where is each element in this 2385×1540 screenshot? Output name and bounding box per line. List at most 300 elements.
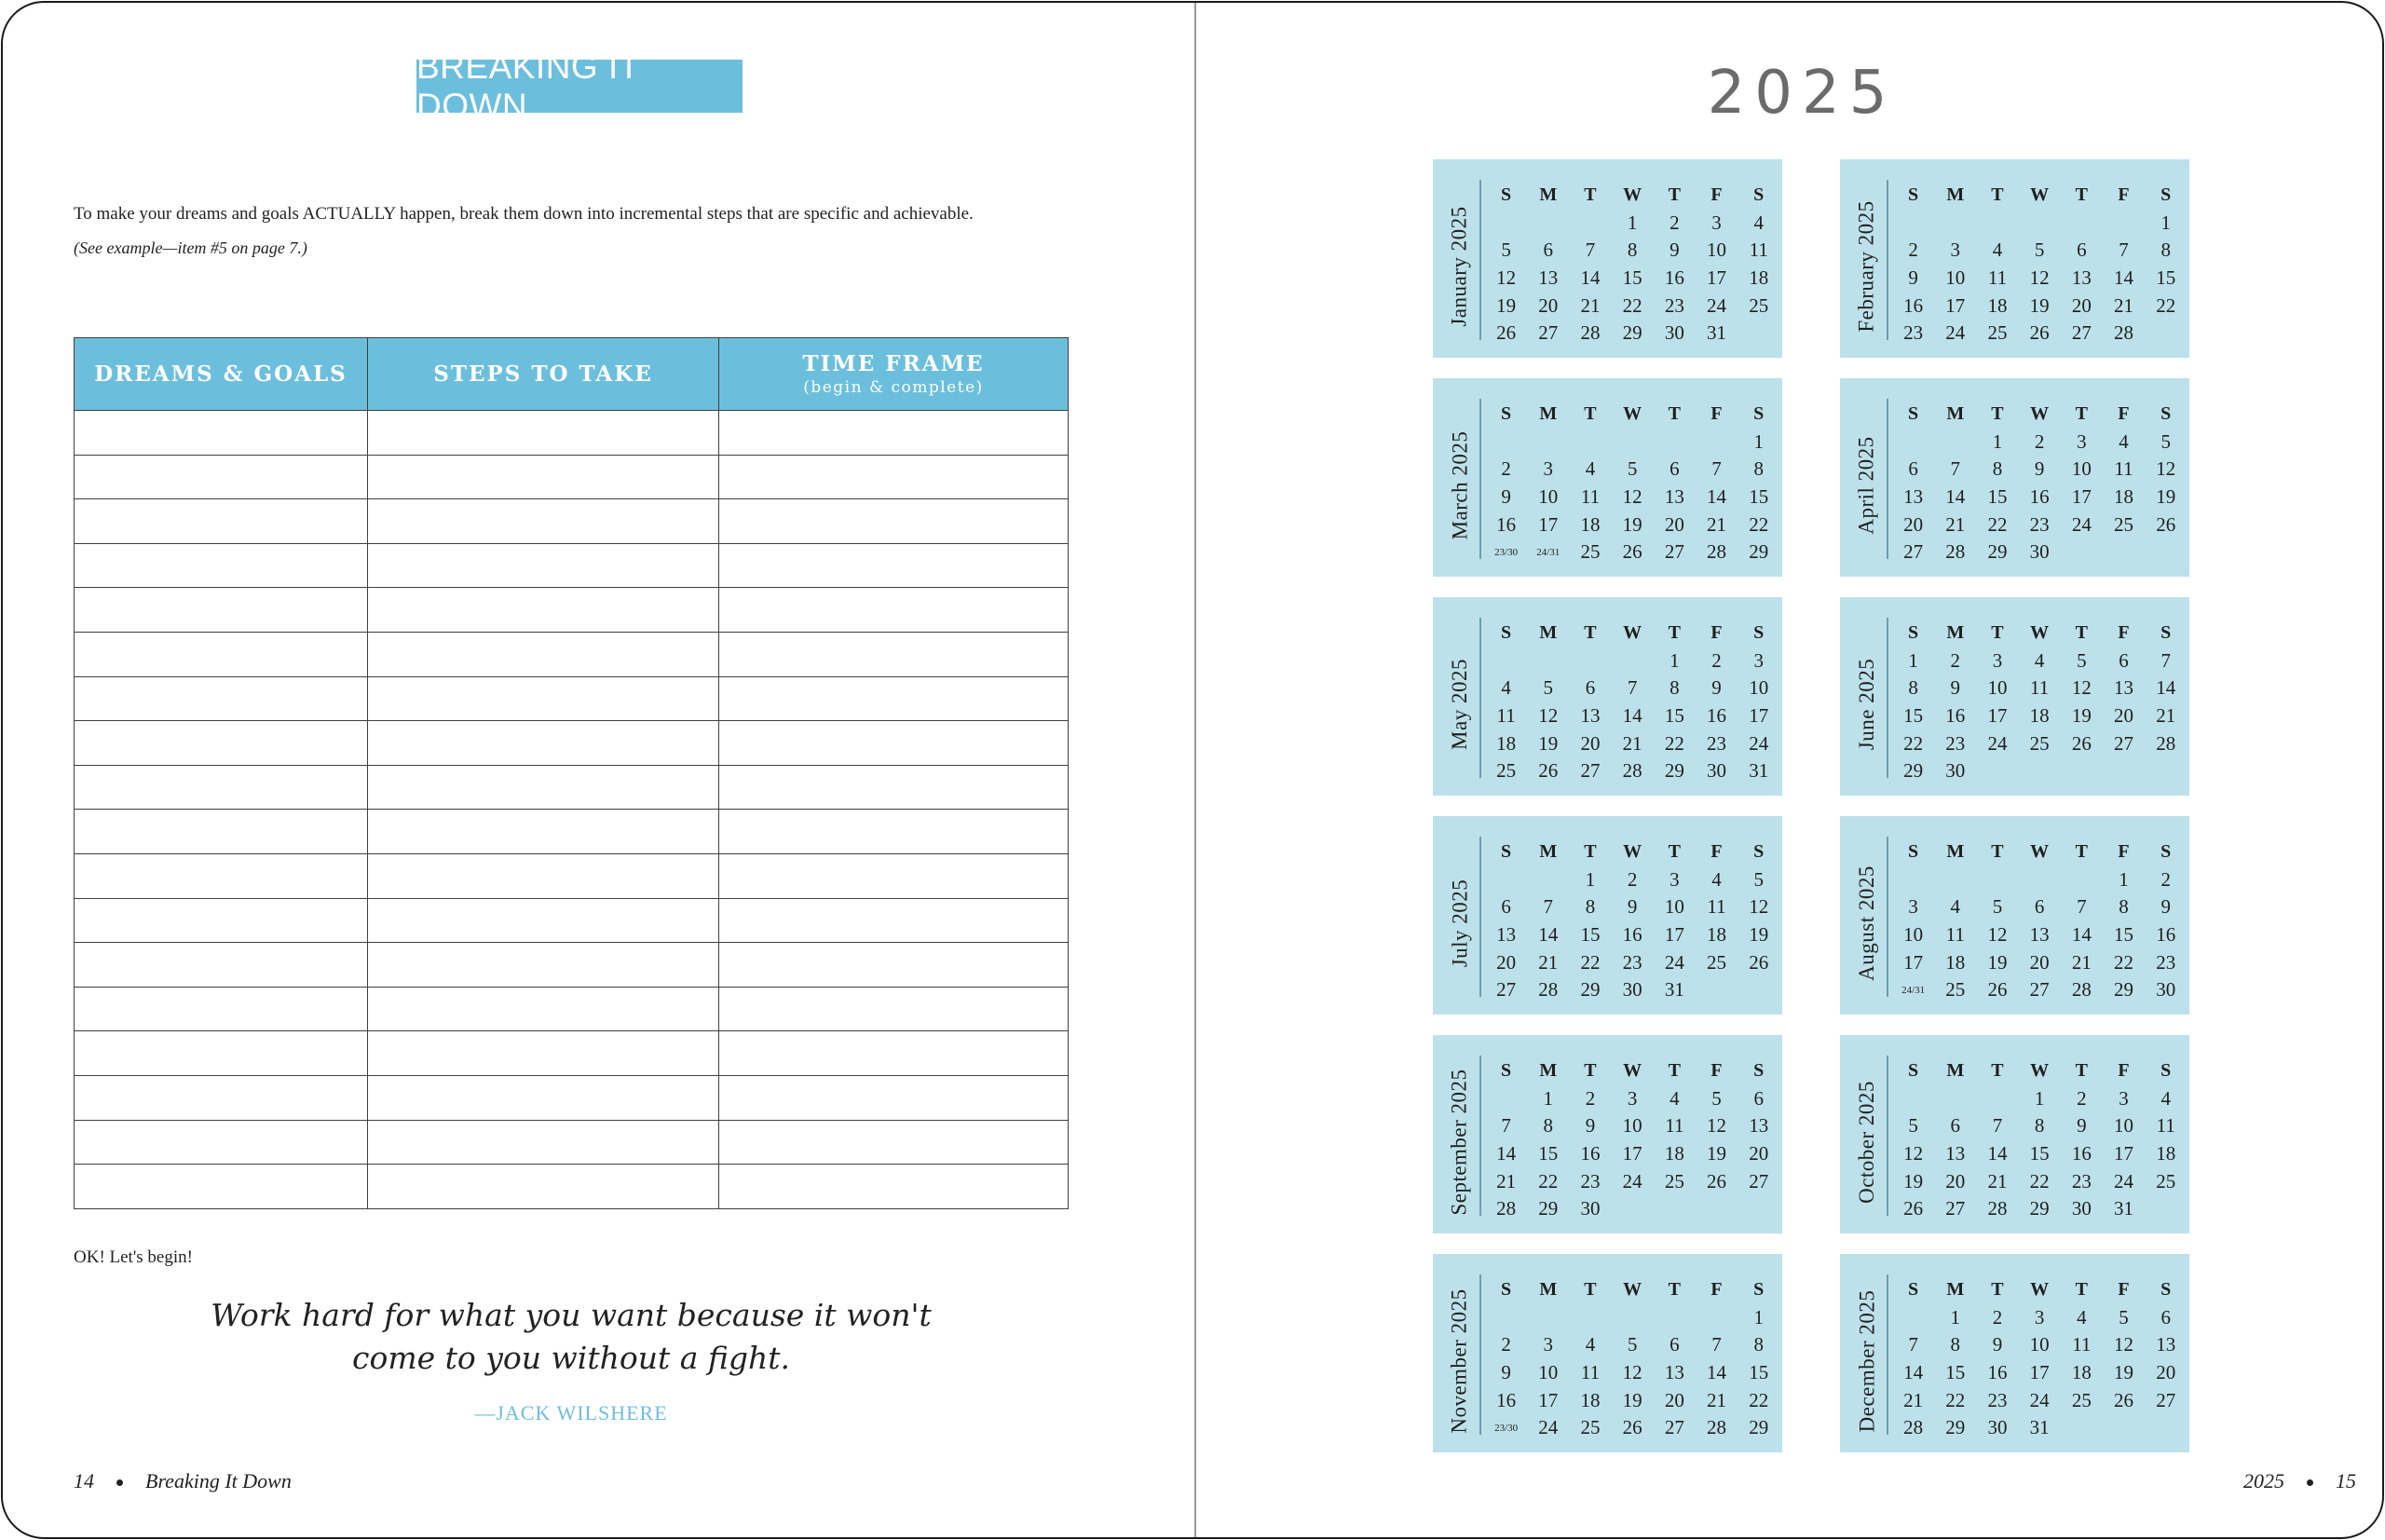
month-name: February 2025 — [1855, 199, 1878, 333]
day-cell: 14 — [2156, 676, 2176, 700]
table-cell[interactable] — [75, 1031, 368, 1076]
weekday-header: M — [1946, 1060, 1965, 1082]
weekday-header: S — [1908, 622, 1919, 644]
day-cell: 7 — [1992, 1114, 2003, 1138]
day-cell: 23 — [1664, 293, 1684, 317]
table-cell[interactable] — [368, 632, 719, 676]
day-cell: 6 — [1950, 1114, 1961, 1138]
day-cell: 18 — [1580, 512, 1601, 536]
table-cell[interactable] — [719, 543, 1069, 588]
table-cell[interactable] — [368, 499, 719, 544]
month-name: May 2025 — [1448, 658, 1472, 750]
day-cell: 10 — [1987, 676, 2008, 700]
weekday-header: S — [1501, 1279, 1512, 1301]
table-cell[interactable] — [719, 943, 1069, 988]
table-cell[interactable] — [368, 588, 719, 633]
day-cell: 19 — [1622, 512, 1642, 536]
intro-note: (See example—item #5 on page 7.) — [74, 238, 307, 257]
day-cell: 14 — [2071, 923, 2092, 947]
day-cell: 19 — [1987, 950, 2008, 974]
day-cell: 9 — [2034, 457, 2045, 481]
day-cell: 5 — [1501, 238, 1511, 262]
table-cell[interactable] — [75, 898, 368, 943]
day-cell: 20 — [2156, 1361, 2176, 1384]
day-cell: 17 — [1749, 704, 1769, 728]
month-label — [1846, 837, 1888, 1009]
day-cell: 2 — [1670, 211, 1680, 234]
month-calendar — [1840, 159, 2189, 358]
day-cell: 22 — [1664, 731, 1684, 755]
day-cell: 12 — [1707, 1114, 1727, 1138]
day-cell: 27 — [2114, 731, 2134, 755]
table-cell[interactable] — [75, 765, 368, 810]
month-calendar — [1433, 159, 1782, 358]
day-cell: 6 — [2034, 895, 2045, 919]
weekday-header: S — [1501, 403, 1512, 425]
day-cell — [2103, 538, 2145, 566]
day-cell: 10 — [2071, 457, 2092, 481]
table-cell[interactable] — [719, 853, 1069, 898]
day-cell: 24 — [2029, 1388, 2050, 1411]
day-cell: 11 — [1987, 266, 2008, 290]
weekday-header: W — [2030, 184, 2050, 206]
table-row — [75, 810, 1069, 854]
table-cell[interactable] — [75, 411, 368, 456]
table-cell[interactable] — [368, 721, 719, 766]
table-cell[interactable] — [719, 721, 1069, 766]
right-page — [1196, 3, 2382, 1537]
table-cell[interactable] — [75, 455, 368, 499]
day-cell — [2061, 1414, 2103, 1442]
day-cell: 5 — [2160, 429, 2171, 453]
day-cell — [1696, 429, 1738, 457]
day-cell — [1696, 1195, 1738, 1223]
day-cell: 18 — [1664, 1142, 1684, 1165]
table-cell[interactable] — [75, 987, 368, 1031]
day-cell: 20 — [1580, 731, 1601, 755]
table-cell[interactable] — [368, 898, 719, 943]
left-page — [3, 3, 1194, 1537]
book-spread — [1, 1, 2384, 1539]
year-title: 2025 — [1707, 59, 1897, 128]
month-label — [1846, 1056, 1888, 1228]
table-cell[interactable] — [75, 943, 368, 988]
table-row — [75, 1075, 1069, 1120]
day-cell: 2 — [1501, 457, 1511, 481]
weekday-header: W — [2030, 841, 2050, 863]
table-cell[interactable] — [75, 1165, 368, 1209]
month-calendar — [1840, 378, 2189, 577]
day-cell: 22 — [2029, 1169, 2050, 1192]
day-cell: 25 — [1987, 321, 2008, 345]
table-cell[interactable] — [368, 543, 719, 588]
table-cell[interactable] — [368, 1120, 719, 1165]
day-cell: 6 — [1753, 1086, 1764, 1110]
weekday-header: T — [2075, 403, 2089, 425]
weekday-header: S — [1908, 1279, 1919, 1301]
day-cell: 24 — [1987, 731, 2008, 755]
day-cell: 15 — [1987, 485, 2008, 509]
table-cell[interactable] — [75, 810, 368, 854]
right-footer — [2243, 1469, 2356, 1493]
day-cell: 24 — [2071, 512, 2092, 536]
day-cell: 27 — [1664, 1416, 1684, 1439]
day-cell: 5 — [1711, 1086, 1722, 1110]
day-cell: 8 — [1543, 1114, 1554, 1138]
table-cell[interactable] — [368, 765, 719, 810]
month-rule — [1887, 1056, 1888, 1216]
day-cell — [2145, 757, 2187, 785]
table-cell[interactable] — [75, 588, 368, 633]
day-cell: 3 — [1543, 457, 1554, 481]
left-footer — [74, 1469, 292, 1493]
table-row — [75, 943, 1069, 988]
day-cell: 21 — [1945, 512, 1966, 536]
day-cell: 17 — [1538, 512, 1559, 536]
weekday-header: T — [1668, 1060, 1682, 1082]
day-cell: 31 — [2114, 1197, 2134, 1220]
table-cell[interactable] — [719, 810, 1069, 854]
day-cell: 15 — [1749, 485, 1769, 509]
day-cell: 25 — [2029, 731, 2050, 755]
weekday-header: T — [1584, 622, 1597, 644]
day-cell: 22 — [2156, 293, 2176, 317]
table-cell[interactable] — [368, 1075, 719, 1120]
day-cell: 11 — [2072, 1333, 2092, 1356]
day-cell: 17 — [2071, 485, 2092, 509]
day-cell: 15 — [2029, 1142, 2050, 1165]
day-cell: 10 — [1538, 485, 1559, 509]
day-cell: 30 — [1580, 1197, 1601, 1220]
day-cell — [1892, 429, 1934, 457]
weekday-header: M — [1946, 403, 1965, 425]
day-cell: 4 — [1501, 676, 1511, 700]
table-cell[interactable] — [719, 987, 1069, 1031]
day-cell — [1696, 1304, 1738, 1332]
day-cell: 15 — [1538, 1142, 1559, 1165]
day-cell — [2145, 538, 2187, 566]
day-cell: 17 — [1707, 266, 1727, 290]
month-label — [1846, 180, 1888, 352]
weekday-header: S — [1501, 622, 1512, 644]
weekday-header: S — [1753, 184, 1765, 206]
day-cell: 16 — [1664, 266, 1684, 290]
day-cell: 24/31 — [1536, 546, 1560, 558]
day-cell: 29 — [1903, 759, 1924, 783]
day-cell: 30 — [2071, 1197, 2092, 1220]
day-cell: 12 — [1538, 704, 1559, 728]
day-cell — [1738, 976, 1779, 1004]
weekday-header: S — [2160, 841, 2172, 863]
day-cell: 6 — [1908, 457, 1918, 481]
weekday-header: W — [2030, 1060, 2050, 1082]
day-cell: 7 — [2119, 238, 2129, 262]
day-cell: 11 — [1665, 1114, 1684, 1138]
weekday-header: T — [1991, 1060, 2004, 1082]
day-cell: 9 — [1585, 1114, 1596, 1138]
day-cell: 28 — [1538, 978, 1559, 1002]
table-cell[interactable] — [719, 1165, 1069, 1209]
day-cell — [1654, 1195, 1696, 1223]
day-cell: 22 — [1903, 731, 1924, 755]
day-cell: 10 — [1664, 895, 1684, 919]
day-cell: 30 — [2029, 540, 2050, 564]
table-cell[interactable] — [368, 411, 719, 456]
day-cell: 29 — [1749, 1416, 1769, 1439]
table-row — [75, 455, 1069, 499]
weekday-header: S — [1908, 1060, 1919, 1082]
day-cell: 1 — [1627, 211, 1638, 234]
day-cell: 10 — [1707, 238, 1727, 262]
table-cell[interactable] — [719, 1031, 1069, 1076]
month-grid — [1892, 182, 2187, 348]
month-label — [1438, 618, 1481, 790]
day-cell: 31 — [1749, 759, 1769, 783]
goals-table-header-row — [75, 338, 1069, 411]
table-cell[interactable] — [368, 1165, 719, 1209]
table-cell[interactable] — [368, 810, 719, 854]
day-cell: 1 — [2119, 867, 2129, 891]
table-cell[interactable] — [368, 853, 719, 898]
day-cell: 4 — [1711, 867, 1722, 891]
table-cell[interactable] — [719, 499, 1069, 544]
weekday-header: W — [2030, 622, 2050, 644]
day-cell: 15 — [2114, 923, 2134, 947]
header-time-frame-sub: (begin & complete) — [803, 378, 984, 397]
day-cell: 20 — [1903, 512, 1924, 536]
weekday-header: S — [2160, 622, 2172, 644]
day-cell: 9 — [1501, 1361, 1511, 1384]
day-cell: 7 — [2077, 895, 2087, 919]
day-cell: 30 — [2156, 978, 2176, 1002]
weekday-header: T — [1668, 403, 1682, 425]
month-calendar — [1433, 597, 1782, 796]
day-cell: 15 — [1622, 266, 1642, 290]
table-cell[interactable] — [75, 543, 368, 588]
weekday-header: F — [1710, 622, 1723, 644]
day-cell: 13 — [2029, 923, 2050, 947]
day-cell: 2 — [1908, 238, 1918, 262]
day-cell: 27 — [1903, 540, 1924, 564]
weekday-header: T — [1668, 841, 1682, 863]
day-cell: 5 — [1992, 895, 2003, 919]
weekday-header: T — [1991, 622, 2004, 644]
day-cell: 14 — [1987, 1142, 2008, 1165]
weekday-header: S — [1908, 841, 1919, 863]
day-cell: 13 — [1903, 485, 1924, 509]
day-cell: 8 — [2160, 238, 2171, 262]
day-cell: 7 — [1711, 457, 1722, 481]
day-cell: 25 — [2156, 1169, 2176, 1192]
day-cell: 9 — [1501, 485, 1511, 509]
day-cell: 4 — [1753, 211, 1764, 234]
table-cell[interactable] — [75, 632, 368, 676]
day-cell: 1 — [1753, 1305, 1764, 1329]
table-cell[interactable] — [719, 1075, 1069, 1120]
day-cell: 4 — [2077, 1305, 2087, 1329]
table-cell[interactable] — [75, 1075, 368, 1120]
weekday-header: T — [1991, 184, 2004, 206]
day-cell — [1485, 647, 1527, 675]
day-cell: 3 — [1627, 1086, 1638, 1110]
day-cell: 22 — [1749, 1388, 1769, 1411]
table-cell[interactable] — [75, 721, 368, 766]
month-label — [1438, 1274, 1481, 1447]
table-cell[interactable] — [75, 1120, 368, 1165]
month-calendar — [1433, 378, 1782, 577]
month-label — [1438, 1056, 1481, 1228]
weekday-header: M — [1539, 403, 1558, 425]
day-cell: 4 — [1992, 238, 2003, 262]
table-cell[interactable] — [368, 1031, 719, 1076]
day-cell: 6 — [1670, 1333, 1680, 1356]
weekday-header: S — [2160, 403, 2172, 425]
table-cell[interactable] — [719, 411, 1069, 456]
day-cell: 23 — [1622, 950, 1642, 974]
day-cell: 12 — [2114, 1333, 2134, 1356]
day-cell: 12 — [2156, 457, 2176, 481]
day-cell: 5 — [1908, 1114, 1918, 1138]
weekday-header: S — [1908, 403, 1919, 425]
day-cell: 26 — [1749, 950, 1769, 974]
weekday-header: S — [1753, 403, 1765, 425]
table-cell[interactable] — [75, 676, 368, 721]
table-cell[interactable] — [719, 455, 1069, 499]
day-cell: 20 — [2114, 704, 2134, 728]
day-cell: 5 — [1627, 1333, 1638, 1356]
weekday-header: F — [1710, 1279, 1723, 1301]
weekday-header: F — [2118, 403, 2130, 425]
table-row — [75, 1031, 1069, 1076]
table-cell[interactable] — [719, 588, 1069, 633]
table-cell[interactable] — [75, 853, 368, 898]
day-cell: 12 — [1903, 1142, 1924, 1165]
begin-text: OK! Let's begin! — [74, 1247, 193, 1267]
day-cell: 1 — [1908, 648, 1918, 672]
day-cell: 27 — [1945, 1197, 1966, 1220]
table-row — [75, 721, 1069, 766]
day-cell: 18 — [2156, 1142, 2176, 1165]
day-cell: 27 — [2029, 978, 2050, 1002]
day-cell: 24 — [1707, 293, 1727, 317]
day-cell: 21 — [2114, 293, 2134, 317]
weekday-header: W — [1623, 1279, 1642, 1301]
intro-text: To make your dreams and goals ACTUALLY happen, break them down into incremental steps that are specific and achievable. — [74, 204, 974, 224]
goals-table-body — [75, 411, 1069, 1209]
right-page-number: 15 — [2336, 1469, 2356, 1492]
day-cell: 9 — [1670, 238, 1680, 262]
day-cell: 15 — [1903, 704, 1924, 728]
day-cell: 13 — [1945, 1142, 1966, 1165]
day-cell: 9 — [1711, 676, 1722, 700]
day-cell: 12 — [1749, 895, 1769, 919]
day-cell: 14 — [1580, 266, 1601, 290]
day-cell — [2145, 1414, 2187, 1442]
day-cell: 19 — [1538, 731, 1559, 755]
table-cell[interactable] — [368, 676, 719, 721]
day-cell: 19 — [2156, 485, 2176, 509]
day-cell — [2061, 210, 2103, 238]
day-cell: 1 — [1992, 429, 2003, 453]
day-cell: 27 — [1538, 321, 1559, 345]
day-cell: 25 — [2071, 1388, 2092, 1411]
day-cell: 17 — [1664, 923, 1684, 947]
table-cell[interactable] — [719, 632, 1069, 676]
day-cell: 8 — [1585, 895, 1596, 919]
day-cell: 22 — [1945, 1388, 1966, 1411]
weekday-header: T — [1668, 184, 1682, 206]
day-cell: 12 — [1496, 266, 1517, 290]
table-cell[interactable] — [719, 898, 1069, 943]
day-cell — [2103, 757, 2145, 785]
weekday-header: F — [1710, 841, 1723, 863]
table-row — [75, 411, 1069, 456]
table-row — [75, 1120, 1069, 1165]
month-rule — [1479, 180, 1481, 340]
weekday-header: T — [2075, 184, 2089, 206]
day-cell: 11 — [1707, 895, 1726, 919]
day-cell: 2 — [1950, 648, 1961, 672]
day-cell: 11 — [2114, 457, 2133, 481]
day-cell: 25 — [1945, 978, 1966, 1002]
day-cell — [2061, 538, 2103, 566]
day-cell: 23/30 — [1494, 1422, 1519, 1434]
table-cell[interactable] — [368, 455, 719, 499]
day-cell: 7 — [2160, 648, 2171, 672]
month-grid — [1892, 838, 2187, 1004]
day-cell — [2145, 320, 2187, 348]
day-cell: 25 — [1580, 1416, 1601, 1439]
day-cell: 13 — [2071, 266, 2092, 290]
day-cell: 1 — [1753, 429, 1764, 453]
day-cell: 26 — [1622, 1416, 1642, 1439]
month-grid — [1892, 620, 2187, 785]
day-cell: 23 — [2029, 512, 2050, 536]
day-cell — [1738, 320, 1779, 348]
day-cell: 7 — [1543, 895, 1554, 919]
day-cell: 28 — [1987, 1197, 2008, 1220]
table-row — [75, 676, 1069, 721]
day-cell — [2061, 866, 2103, 894]
table-cell[interactable] — [75, 499, 368, 544]
day-cell: 2 — [2034, 429, 2045, 453]
day-cell — [2145, 1195, 2187, 1223]
day-cell: 26 — [2029, 321, 2050, 345]
day-cell: 25 — [1749, 293, 1769, 317]
day-cell — [1485, 1304, 1527, 1332]
day-cell: 8 — [1753, 457, 1764, 481]
table-cell[interactable] — [368, 987, 719, 1031]
weekday-header: T — [1584, 1060, 1597, 1082]
table-cell[interactable] — [719, 765, 1069, 810]
weekday-header: F — [2118, 184, 2130, 206]
table-cell[interactable] — [719, 676, 1069, 721]
day-cell: 8 — [1992, 457, 2003, 481]
day-cell: 21 — [1538, 950, 1559, 974]
month-calendar — [1433, 816, 1782, 1015]
day-cell — [1569, 1304, 1611, 1332]
month-rule — [1887, 180, 1888, 340]
table-cell[interactable] — [719, 1120, 1069, 1165]
day-cell: 13 — [1538, 266, 1559, 290]
day-cell: 17 — [1903, 950, 1924, 974]
day-cell: 24 — [2114, 1169, 2134, 1192]
day-cell: 21 — [1903, 1388, 1924, 1411]
weekday-header: S — [1501, 184, 1512, 206]
table-cell[interactable] — [368, 943, 719, 988]
day-cell: 24 — [1664, 950, 1684, 974]
day-cell: 25 — [1664, 1169, 1684, 1192]
